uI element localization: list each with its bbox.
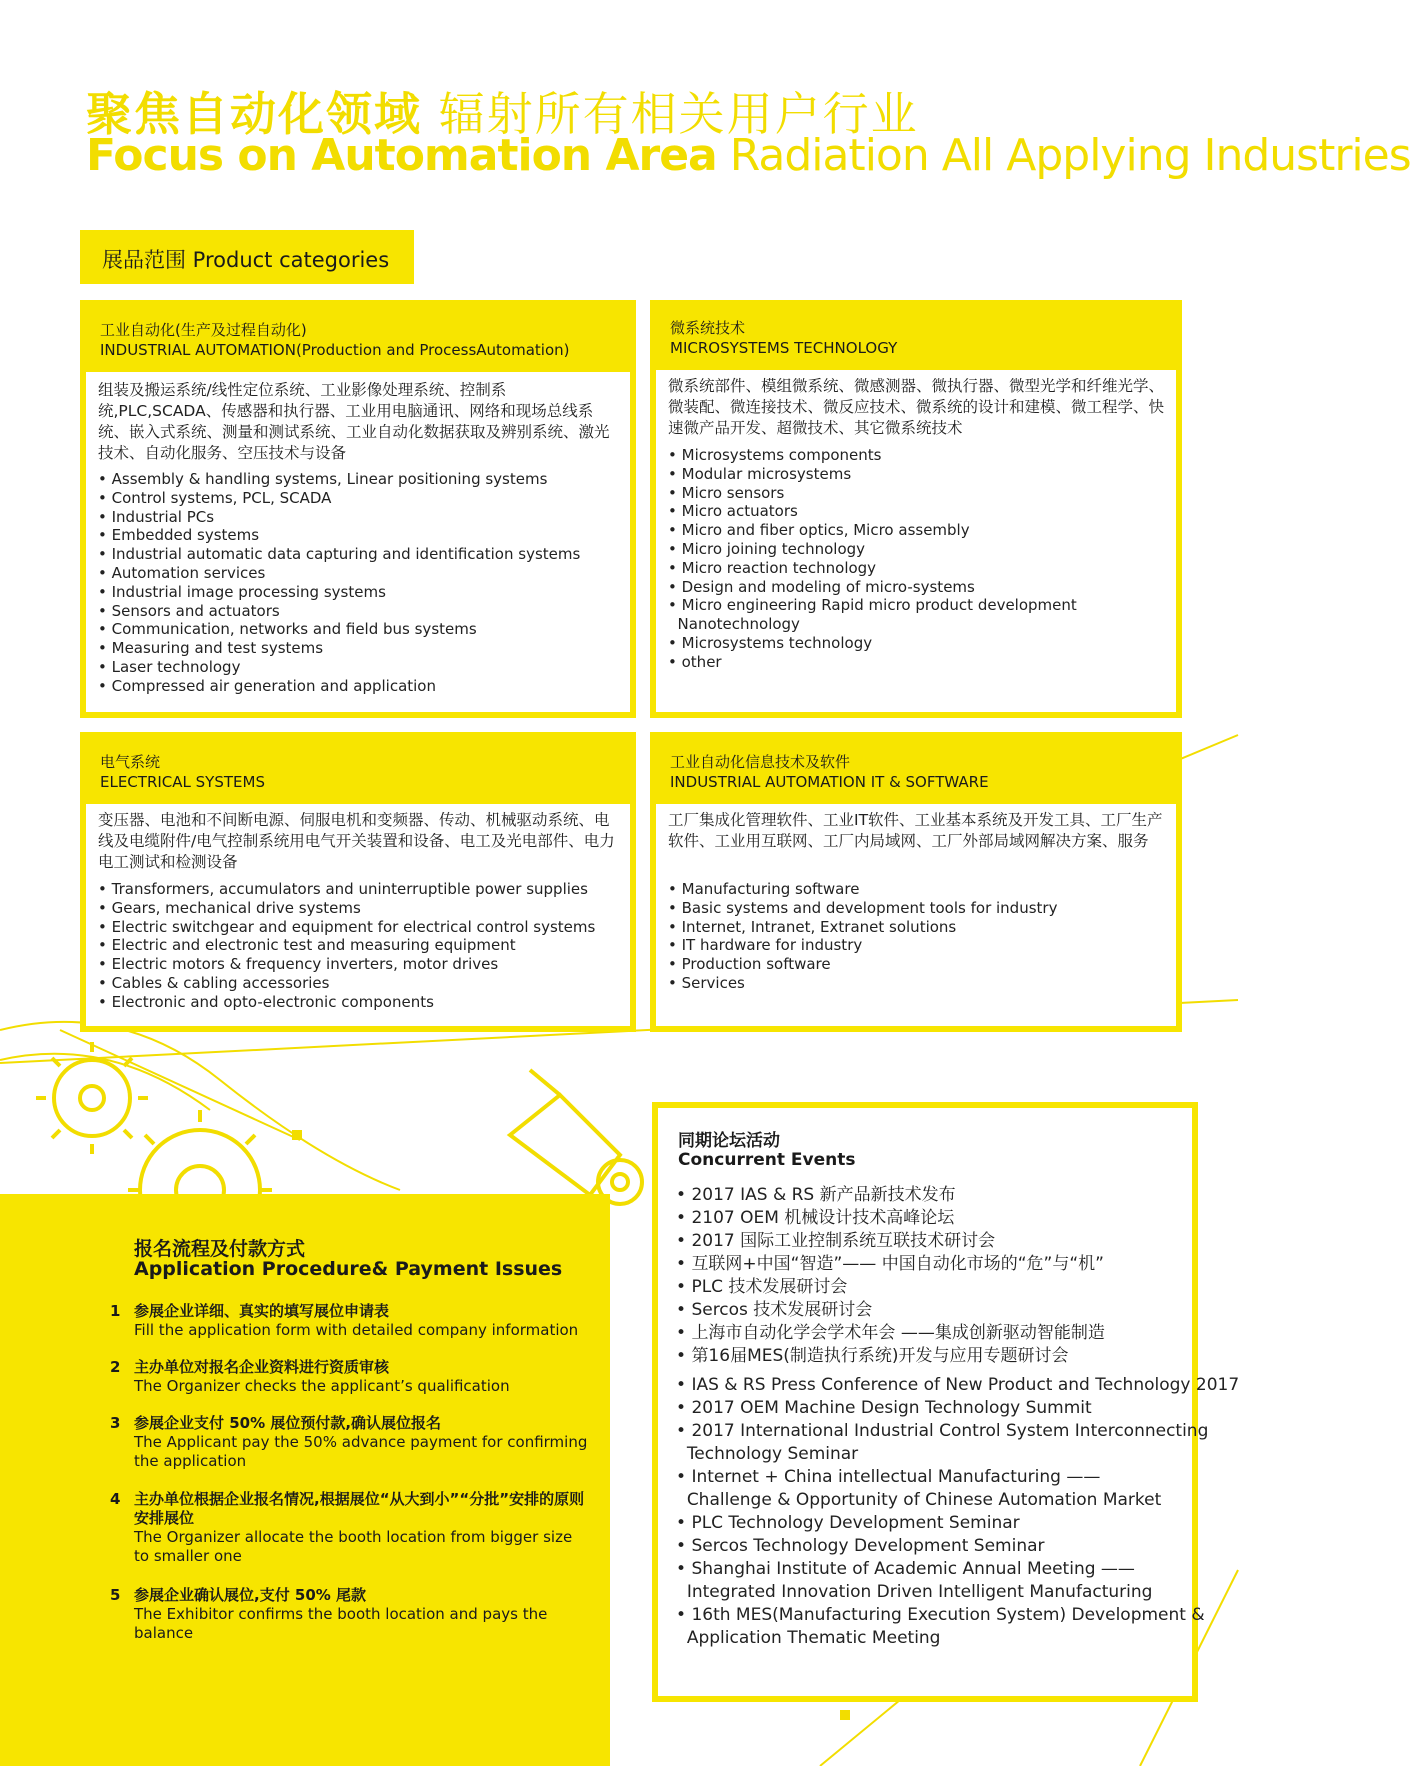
list-item: • Basic systems and development tools for industry [668,899,1168,918]
microsystems-panel [650,300,1182,718]
panel-body [656,804,1176,1026]
event-item: • PLC Technology Development Seminar [676,1512,1186,1535]
list-item: • Embedded systems [98,526,622,545]
gear-icon [36,1042,148,1154]
list-item: • Micro and fiber optics, Micro assembly [668,521,1168,540]
list-item: • Production software [668,955,1168,974]
step-cn: 参展企业详细、真实的填写展位申请表 [134,1302,390,1320]
robot-arm-icon [510,1070,642,1204]
step-number: 3 [110,1414,121,1432]
step-cn: 主办单位对报名企业资料进行资质审核 [134,1358,390,1376]
panel-desc-cn: 变压器、电池和不间断电源、伺服电机和变频器、传动、机械驱动系统、电线及电缆附件/电气控制系统用电气开关装置和设备、电工及光电部件、电力电工测试和检测设备 [98,811,615,871]
event-item: • 2017 International Industrial Control System Interconnecting [676,1420,1186,1443]
panel-list [668,446,1168,672]
event-item: Application Thematic Meeting [686,1628,941,1648]
step-text [134,1358,590,1396]
events-title-cn: 同期论坛活动 [678,1131,780,1151]
electrical-systems-panel [80,732,636,1032]
panel-title-cn: 工业自动化信息技术及软件 [670,753,851,771]
step-number: 4 [110,1490,121,1508]
step-1 [110,1302,590,1342]
event-item: • PLC 技术发展研讨会 [676,1276,1186,1299]
list-item: • Electric motors & frequency inverters, motor drives [98,955,622,974]
events-title-en: Concurrent Events [678,1150,856,1170]
title-cn-rest: 辐射所有相关用户行业 [438,87,919,141]
list-item: • Modular microsystems [668,465,1168,484]
step-number: 5 [110,1586,121,1604]
list-item: • Compressed air generation and application [98,677,622,696]
list-item: • Cables & cabling accessories [98,974,622,993]
event-item: • Sercos Technology Development Seminar [676,1535,1186,1558]
event-item: • 16th MES(Manufacturing Execution System) Development & [676,1604,1186,1627]
list-item: • IT hardware for industry [668,936,1168,955]
step-en: The Applicant pay the 50% advance payment for confirming the application [134,1433,588,1470]
step-2 [110,1358,590,1398]
list-item: • Micro actuators [668,502,1168,521]
event-item: • 2107 OEM 机械设计技术高峰论坛 [676,1207,1186,1230]
step-en: The Exhibitor confirms the booth location and pays the balance [134,1605,548,1642]
list-item: • Electric switchgear and equipment for electrical control systems [98,918,622,937]
decor-line [820,1700,900,1766]
application-title-cn: 报名流程及付款方式 [134,1238,306,1260]
list-item: • Micro reaction technology [668,559,1168,578]
event-item: Challenge & Opportunity of Chinese Automation Market [686,1490,1162,1510]
events-list-cn [676,1184,1186,1368]
event-item: • Sercos 技术发展研讨会 [676,1299,1186,1322]
step-4 [110,1490,590,1570]
event-item: • Internet + China intellectual Manufacturing —— [676,1466,1186,1489]
list-item: • Design and modeling of micro-systems [668,578,1168,597]
step-text [134,1586,590,1643]
event-item: • 上海市自动化学会学术年会 ——集成创新驱动智能制造 [676,1322,1186,1345]
list-item: • Micro engineering Rapid micro product development [668,596,1168,615]
concurrent-events-box [652,1102,1240,1702]
panel-list [668,880,1168,993]
event-item: • 第16届MES(制造执行系统)开发与应用专题研讨会 [676,1345,1186,1368]
application-title-en: Application Procedure& Payment Issues [134,1258,563,1280]
panel-title-cn: 工业自动化(生产及过程自动化) [100,321,307,339]
application-procedure-box [0,1194,610,1766]
list-item: • Laser technology [98,658,622,677]
step-cn: 参展企业支付 50% 展位预付款,确认展位报名 [134,1414,442,1432]
list-item: • Electric and electronic test and measuring equipment [98,936,622,955]
product-categories-tab [80,230,414,284]
step-cn: 主办单位根据企业报名情况,根据展位“从大到小”“分批”安排的原则安排展位 [134,1490,585,1527]
event-item: Integrated Innovation Driven Intelligent Manufacturing [686,1582,1153,1602]
panel-body [86,804,630,1026]
panel-desc-cn: 组装及搬运系统/线性定位系统、工业影像处理系统、控制系统,PLC,SCADA、传感器和执行器、工业用电脑通讯、网络和现场总线系统、嵌入式系统、测量和测试系统、工业自动化数据获取及辨别系统、激光技术、自动化服务、空压技术与设备 [98,381,610,462]
panel-desc-cn: 工厂集成化管理软件、工业IT软件、工业基本系统及开发工具、工厂生产软件、工业用互联网、工厂内局域网、工厂外部局域网解决方案、服务 [668,811,1163,850]
title-en-bold: Focus on Automation Area [86,130,717,181]
list-item: • Assembly & handling systems, Linear positioning systems [98,470,622,489]
step-en: The Organizer allocate the booth location from bigger size to smaller one [134,1528,573,1565]
step-text [134,1490,590,1566]
list-item: • Sensors and actuators [98,602,622,621]
panel-body [656,370,1176,712]
step-5 [110,1586,590,1646]
panel-list [98,470,622,696]
panel-title-cn: 微系统技术 [670,319,746,337]
step-number: 1 [110,1302,121,1320]
panel-title-en: INDUSTRIAL AUTOMATION(Production and ProcessAutomation) [100,341,570,359]
event-item: • 2017 国际工业控制系统互联技术研讨会 [676,1230,1186,1253]
step-text [134,1414,590,1471]
panel-title-en: ELECTRICAL SYSTEMS [100,773,265,791]
panel-list [98,880,622,1012]
events-list-en [676,1374,1240,1650]
industrial-automation-panel [80,300,636,718]
step-en: Fill the application form with detailed company information [134,1321,579,1339]
list-item: • Industrial automatic data capturing and identification systems [98,545,622,564]
list-item: Nanotechnology [677,615,800,634]
list-item: • Micro joining technology [668,540,1168,559]
it-software-panel [650,732,1182,1032]
event-item: • IAS & RS Press Conference of New Product and Technology 2017 [676,1374,1186,1397]
step-3 [110,1414,590,1474]
list-item: • Services [668,974,1168,993]
decor-dot [840,1710,850,1720]
list-item: • Automation services [98,564,622,583]
step-en: The Organizer checks the applicant’s qualification [134,1377,510,1395]
list-item: • Electronic and opto-electronic components [98,993,622,1012]
step-number: 2 [110,1358,121,1376]
product-categories-label: 展品范围 Product categories [102,248,390,272]
list-item: • Transformers, accumulators and uninterruptible power supplies [98,880,622,899]
event-item: • 互联网+中国“智造”—— 中国自动化市场的“危”与“机” [676,1253,1186,1276]
list-item: • Control systems, PCL, SCADA [98,489,622,508]
list-item: • other [668,653,1168,672]
panel-title-en: MICROSYSTEMS TECHNOLOGY [670,339,898,357]
page-title-en [86,130,1411,181]
title-en-rest: Radiation All Applying Industries [729,130,1411,181]
step-text [134,1302,590,1340]
event-item: • 2017 IAS & RS 新产品新技术发布 [676,1184,1186,1207]
list-item: • Microsystems components [668,446,1168,465]
event-item: • 2017 OEM Machine Design Technology Summit [676,1397,1186,1420]
list-item: • Industrial image processing systems [98,583,622,602]
title-cn-bold: 聚焦自动化领域 [86,87,422,141]
panel-body [86,372,630,712]
list-item: • Measuring and test systems [98,639,622,658]
panel-title-en: INDUSTRIAL AUTOMATION IT & SOFTWARE [670,773,989,791]
list-item: • Industrial PCs [98,508,622,527]
list-item: • Communication, networks and field bus systems [98,620,622,639]
list-item: • Internet, Intranet, Extranet solutions [668,918,1168,937]
event-item: Technology Seminar [686,1444,859,1464]
decor-dot [292,1130,302,1140]
panel-title-cn: 电气系统 [100,753,161,771]
event-item: • Shanghai Institute of Academic Annual Meeting —— [676,1558,1186,1581]
panel-desc-cn: 微系统部件、模组微系统、微感测器、微执行器、微型光学和纤维光学、微装配、微连接技术、微反应技术、微系统的设计和建模、微工程学、快速微产品开发、超微技术、其它微系统技术 [668,377,1165,437]
list-item: • Micro sensors [668,484,1168,503]
list-item: • Gears, mechanical drive systems [98,899,622,918]
list-item: • Manufacturing software [668,880,1168,899]
step-cn: 参展企业确认展位,支付 50% 尾款 [134,1586,367,1604]
list-item: • Microsystems technology [668,634,1168,653]
